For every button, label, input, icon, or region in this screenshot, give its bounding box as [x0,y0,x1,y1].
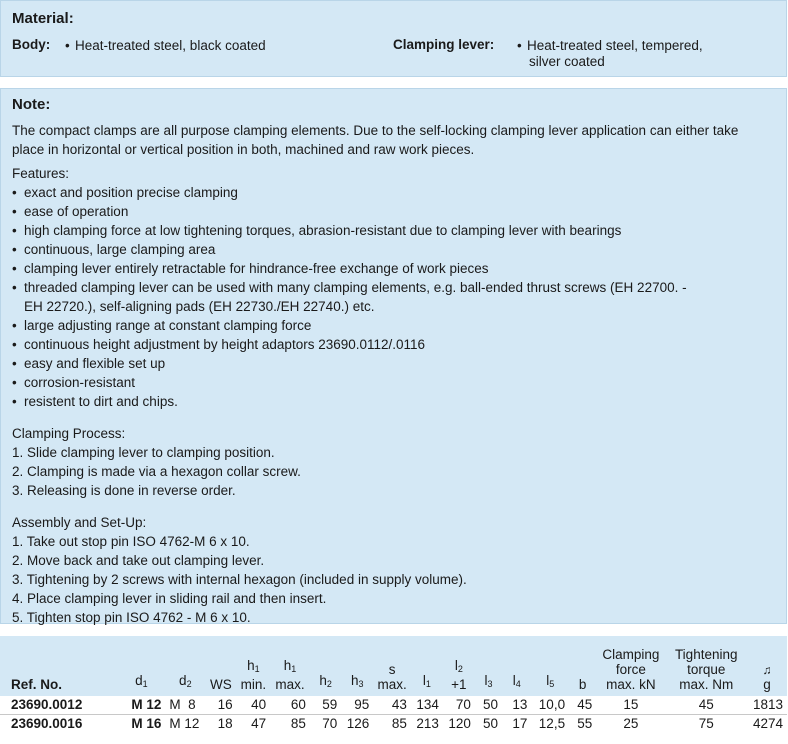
col-weight-label: g [763,677,771,692]
cell-h2: 70 [322,716,338,731]
col-torque [665,636,747,696]
assembly-step: 4. Place clamping lever in sliding rail and then insert. [12,591,327,606]
col-h2-sub: 2 [326,679,332,689]
col-force-1: Clamping [602,647,660,662]
cell-d1: M 12 [117,696,165,715]
cell-l3: 50 [475,696,502,715]
col-d1-label: d [135,673,143,688]
cell-b: 55 [577,716,593,731]
col-force [596,636,665,696]
cell-l4: 13 [502,696,531,715]
col-l5-label: l [546,673,550,688]
col-l1-label: l [422,673,426,688]
cell-ws: 18 [217,716,233,731]
feature-item: • clamping lever entirely retractable for hindrance-free exchange of work pieces [12,259,772,278]
feature-item: • resistent to dirt and chips. [12,392,772,411]
cell-h3: 95 [341,696,373,715]
cell-ref: 23690.0016 [11,716,83,731]
feature-item: • high clamping force at low tightening torques, abrasion-resistant due to clamping lever with bearings [12,221,772,240]
table-row [0,715,787,734]
col-h2-label: h [319,673,327,688]
col-l2-bottom: +1 [451,677,467,692]
col-s-bottom: max. [377,677,407,692]
col-l4-label: l [512,673,516,688]
col-torque-3: max. Nm [679,677,734,692]
lever-label: Clamping lever: [393,37,495,52]
cell-h2: 59 [310,696,341,715]
col-b: b [569,636,596,696]
col-l3-label: l [484,673,488,688]
cell-ref: 23690.0012 [0,696,117,715]
col-h3-label: h [351,673,359,688]
col-h1max-sub: 1 [291,664,297,674]
process-heading: Clamping Process: [12,426,126,441]
cell-h1max: 85 [290,716,306,731]
feature-threaded-line-2: EH 22720.), self-aligning pads (EH 22730./EH 22740.) etc. [24,299,375,314]
col-d1 [117,636,165,696]
cell-h1max: 60 [270,696,310,715]
cell-l4: 17 [512,716,528,731]
col-h2 [310,636,341,696]
body-text-value: Heat-treated steel, black coated [75,38,266,53]
process-step: 3. Releasing is done in reverse order. [12,483,236,498]
cell-l1: 213 [416,716,439,731]
cell-l5: 12,5 [538,716,566,731]
assembly-step: 1. Take out stop pin ISO 4762-M 6 x 10. [12,534,250,549]
cell-force: 15 [596,696,665,715]
note-panel [0,88,787,624]
col-l1-sub: 1 [425,679,431,689]
assembly-step: 3. Tightening by 2 screws with internal hexagon (included in supply volume). [12,572,467,587]
note-intro-line-1: The compact clamps are all purpose clamping elements. Due to the self-locking clamping lever application can either take [12,123,739,138]
cell-h1min: 40 [237,696,271,715]
cell-l2: 120 [448,716,471,731]
spec-table [0,636,787,733]
feature-item-threaded [12,278,772,316]
cell-h1min: 47 [251,716,267,731]
cell-s: 85 [391,716,407,731]
col-l5-sub: 5 [549,679,555,689]
col-l4 [502,636,531,696]
body-label: Body: [12,37,51,52]
col-torque-1: Tightening [674,647,738,662]
col-force-2: force [615,662,646,677]
col-ref: Ref. No. [0,636,117,696]
feature-item: • continuous height adjustment by height adaptors 23690.0112/.0116 [12,335,772,354]
col-d2 [165,636,205,696]
material-title: Material: [12,10,74,27]
col-h3 [341,636,373,696]
col-l1 [411,636,443,696]
col-weight [747,636,787,696]
lever-text-line-2: silver coated [529,54,605,69]
col-h1min-bottom: min. [240,677,267,692]
cell-torque: 45 [665,696,747,715]
col-h1max-top: h [283,658,292,673]
col-ws: WS [205,636,236,696]
col-h1min-sub: 1 [254,664,260,674]
assembly-step: 2. Move back and take out clamping lever. [12,553,265,568]
cell-h3: 126 [346,716,370,731]
cell-b: 45 [569,696,596,715]
cell-d2: M 12 [169,716,200,731]
cell-l2: 70 [443,696,475,715]
process-step: 2. Clamping is made via a hexagon collar screw. [12,464,301,479]
assembly-step: 5. Tighten stop pin ISO 4762 - M 6 x 10. [12,610,251,625]
col-h1max-bottom: max. [275,677,305,692]
table-row [0,696,787,715]
cell-l1: 134 [411,696,443,715]
feature-item: • ease of operation [12,202,772,221]
lever-text-line-1: Heat-treated steel, tempered, [527,38,703,53]
cell-weight: 1813 [747,696,787,715]
cell-l5: 10,0 [531,696,569,715]
feature-item: • continuous, large clamping area [12,240,772,259]
process-step: 1. Slide clamping lever to clamping position. [12,445,275,460]
col-l3 [475,636,502,696]
cell-l3: 50 [483,716,499,731]
col-force-3: max. kN [606,677,656,692]
material-panel [0,0,787,77]
col-d1-sub: 1 [142,679,148,689]
cell-force: 25 [623,716,639,731]
col-h1min-top: h [247,658,255,673]
col-s-top: s [388,662,396,677]
col-l2 [443,636,475,696]
col-d2-sub: 2 [186,679,192,689]
cell-s: 43 [373,696,411,715]
col-l2-top: l [454,658,458,673]
table-header-row [0,636,787,696]
cell-d1: M 16 [131,716,162,731]
feature-item: • exact and position precise clamping [12,183,772,202]
col-h1min [237,636,271,696]
col-h1max [270,636,310,696]
features-heading: Features: [12,166,70,181]
col-h3-sub: 3 [358,679,364,689]
cell-ws: 16 [205,696,236,715]
feature-item: • easy and flexible set up [12,354,772,373]
assembly-heading: Assembly and Set-Up: [12,515,147,530]
feature-item: • corrosion-resistant [12,373,772,392]
cell-weight: 4274 [752,716,783,731]
weight-icon: ♫ [762,663,772,677]
feature-item: • large adjusting range at constant clamping force [12,316,772,335]
col-torque-2: torque [687,662,726,677]
lever-text [517,38,703,70]
col-l3-sub: 3 [487,679,493,689]
body-text [65,38,266,54]
note-intro-line-2: place in horizontal or vertical position in both, machined and raw work pieces. [12,142,475,157]
feature-threaded-line-1: • threaded clamping lever can be used with many clamping elements, e.g. ball-ended thrust screws (EH 22700. - [24,280,687,295]
col-l4-sub: 4 [515,679,521,689]
cell-torque: 75 [698,716,714,731]
col-s [373,636,411,696]
note-title: Note: [12,96,51,113]
col-l5 [531,636,569,696]
col-d2-label: d [179,673,187,688]
note-body [12,121,772,627]
cell-d2: M 8 [165,696,205,715]
col-l2-sub: 2 [457,664,463,674]
